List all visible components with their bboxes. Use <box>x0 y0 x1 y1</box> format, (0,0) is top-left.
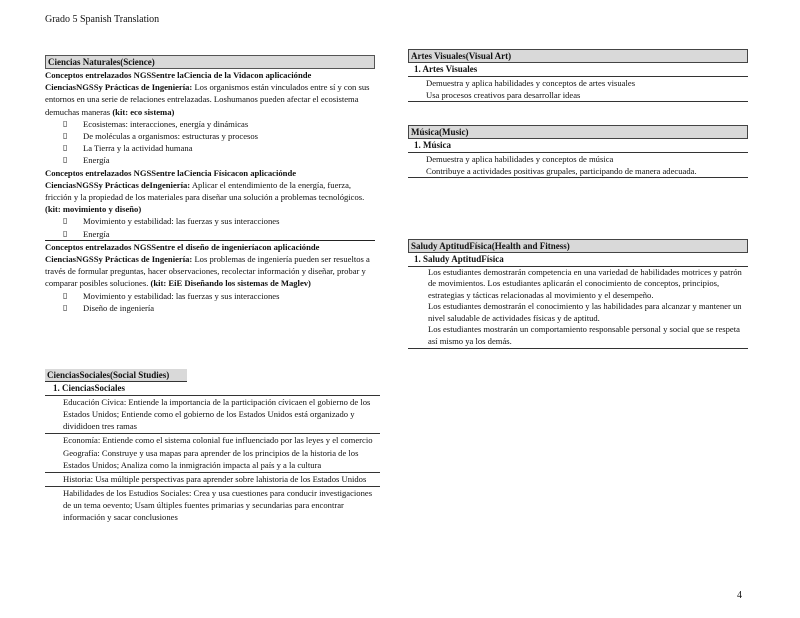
science-block1-title: Conceptos entrelazados NGSSentre laCiencia de la Vidacon aplicaciónde <box>45 70 312 80</box>
health-fitness-heading: Saludy AptitudFísica(Health and Fitness) <box>408 239 748 253</box>
page-number: 4 <box>737 590 742 601</box>
science-block1-text: Los organismos están vinculados entre sí y con sus entornos en una serie de relaciones entrelazadas. Loshumanos pueden afectar el ecosistema demuchas maneras <box>45 82 370 117</box>
list-item: ▯ Movimiento y estabilidad: las fuerzas y sus interacciones <box>63 215 375 227</box>
science-block1-kit: (kit: eco sistema) <box>112 106 175 117</box>
visual-arts-subhead: 1. Artes Visuales <box>408 63 748 77</box>
science-block1-desc <box>45 81 375 118</box>
visual-arts-section <box>408 49 748 102</box>
list-item: ▯ De moléculas a organismos: estructuras y procesos <box>63 130 375 142</box>
page-header: Grado 5 Spanish Translation <box>45 14 160 25</box>
science-block3-text: Los problemas de ingeniería pueden ser resueltos a través de formular preguntas, hacer observaciones, recolectar información y diseñar, probar y comparar posibles soluciones. <box>45 254 370 289</box>
science-heading: Ciencias Naturales(Science) <box>45 55 375 69</box>
list-item: ▯ La Tierra y la actividad humana <box>63 142 375 154</box>
music-subhead: 1. Música <box>408 139 748 153</box>
music-heading: Música(Music) <box>408 125 748 139</box>
social-studies-item: Economía: Entiende como el sistema colonial fue influenciado por las leyes y el comercio <box>63 434 373 445</box>
science-block3-desc <box>45 253 375 290</box>
visual-arts-line: Usa procesos creativos para desarrollar ideas <box>408 89 748 102</box>
science-block3-list <box>45 290 375 314</box>
social-studies-item: Geografía: Construye y usa mapas para aprender de los principios de la historia de los Estados Unidos; Analiza como la inmigración impacta al país y a la cultura <box>45 447 380 473</box>
list-item: ▯ Energía <box>63 228 375 240</box>
science-block2-desc <box>45 179 375 216</box>
science-block2-kit: (kit: movimiento y diseño) <box>45 204 142 215</box>
health-fitness-section <box>408 239 748 349</box>
visual-arts-line: Demuestra y aplica habilidades y conceptos de artes visuales <box>426 77 636 88</box>
social-studies-item: Habilidades de los Estudios Sociales: Crea y usa cuestiones para conducir investigaciones de un tema oevento; Usam últiples fuentes primarias y secundarias para encontrar información y sacar conclusiones <box>63 487 373 522</box>
science-block3-subhead: CienciasNGSSy Prácticas de Ingeniería: <box>45 254 193 265</box>
visual-arts-heading: Artes Visuales(Visual Art) <box>408 49 748 63</box>
social-studies-item: Educación Cívica: Entiende la importancia de la participación cívicaen el gobierno de los Estados Unidos; Entiende como el gobierno de los Estados Unidos está organizado y divididoen tres ramas <box>45 396 380 434</box>
health-fitness-line: Los estudiantes demostrarán el conocimiento y las habilidades para alcanzar y mantener un nivel saludable de actividades físicas y de aptitud. <box>428 301 742 323</box>
health-fitness-line: Los estudiantes mostrarán un comportamiento responsable personal y social que se respeta así mismo ya los demás. <box>408 324 748 348</box>
social-studies-section <box>45 369 380 524</box>
science-block3-kit: (kit: EiE Diseñando los sistemas de Maglev) <box>150 278 311 289</box>
science-block3-title: Conceptos entrelazados NGSSentre el diseño de ingenieríacon aplicaciónde <box>45 241 320 252</box>
science-section <box>45 55 375 314</box>
list-item: ▯ Movimiento y estabilidad: las fuerzas y sus interacciones <box>63 290 375 302</box>
science-block1-subhead: CienciasNGSSy Prácticas de Ingeniería: <box>45 82 193 93</box>
health-fitness-line: Los estudiantes demostrarán competencia en una variedad de habilidades motrices y patrón de movimientos. Los estudiantes aplicarán el conocimiento de conceptos, principios, estrategias y tácticas relacionadas al movimiento y el desempeño. <box>428 266 742 300</box>
science-block2-list <box>45 215 375 239</box>
science-block1-list <box>45 118 375 167</box>
list-item: ▯ Diseño de ingeniería <box>63 302 375 314</box>
music-line: Contribuye a actividades positivas grupales, participando de manera adecuada. <box>408 165 748 178</box>
list-item: ▯ Ecosistemas: interacciones, energía y dinámicas <box>63 118 375 130</box>
health-fitness-subhead: 1. Saludy AptitudFísica <box>408 253 748 267</box>
music-section <box>408 125 748 178</box>
science-block2-title: Conceptos entrelazados NGSSentre laCiencia Físicacon aplicaciónde <box>45 167 297 178</box>
social-studies-heading: CienciasSociales(Social Studies) <box>45 369 187 382</box>
list-item: ▯ Energía <box>63 154 375 166</box>
science-block2-subhead: CienciasNGSSy Prácticas deIngeniería: <box>45 179 191 190</box>
science-block2-text: Aplicar el entendimiento de la energía, fuerza, fricción y la propiedad de los materiales para diseñar una solución a problemas tecnológicos. <box>45 179 365 203</box>
social-studies-item: Historia: Usa múltiple perspectivas para aprender sobre lahistoria de los Estados Unidos <box>45 473 380 487</box>
music-line: Demuestra y aplica habilidades y conceptos de música <box>426 153 614 164</box>
social-studies-subhead: 1. CienciasSociales <box>45 382 380 396</box>
